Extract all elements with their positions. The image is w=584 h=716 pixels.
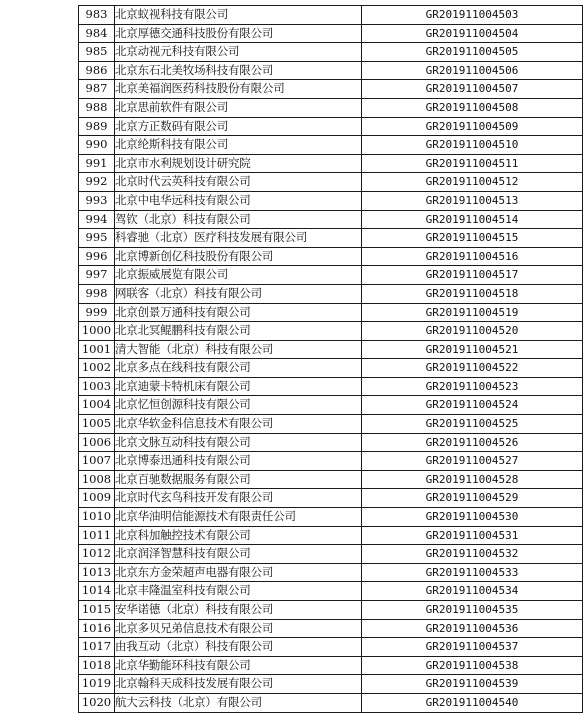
- company-name: 北京华勤能环科技有限公司: [115, 656, 362, 675]
- certificate-number: GR201911004533: [362, 563, 583, 582]
- table-row: [79, 545, 583, 564]
- table-row: [79, 117, 583, 136]
- company-name: 北京动视元科技有限公司: [115, 43, 362, 62]
- company-name: 航大云科技（北京）有限公司: [115, 693, 362, 712]
- certificate-number: GR201911004510: [362, 136, 583, 155]
- company-name: 北京丰隆温室科技有限公司: [115, 582, 362, 601]
- table-row: [79, 470, 583, 489]
- table-row: [79, 284, 583, 303]
- row-number: 1010: [79, 508, 115, 527]
- table-row: [79, 452, 583, 471]
- certificate-number: GR201911004525: [362, 415, 583, 434]
- row-number: 990: [79, 136, 115, 155]
- company-name: 北京时代云英科技有限公司: [115, 173, 362, 192]
- table-row: [79, 396, 583, 415]
- certificate-number: GR201911004515: [362, 229, 583, 248]
- table-row: [79, 136, 583, 155]
- certificate-number: GR201911004539: [362, 675, 583, 694]
- row-number: 1011: [79, 526, 115, 545]
- table-row: [79, 229, 583, 248]
- row-number: 999: [79, 303, 115, 322]
- row-number: 989: [79, 117, 115, 136]
- company-name: 北京思前软件有限公司: [115, 98, 362, 117]
- table-row: [79, 415, 583, 434]
- certificate-number: GR201911004509: [362, 117, 583, 136]
- table-row: [79, 638, 583, 657]
- row-number: 1009: [79, 489, 115, 508]
- company-register-table-wrapper: [78, 5, 583, 713]
- table-row: [79, 61, 583, 80]
- row-number: 1000: [79, 322, 115, 341]
- row-number: 995: [79, 229, 115, 248]
- row-number: 987: [79, 80, 115, 99]
- row-number: 986: [79, 61, 115, 80]
- company-register-table: [78, 5, 583, 713]
- row-number: 1005: [79, 415, 115, 434]
- row-number: 1020: [79, 693, 115, 712]
- company-name: 北京振威展览有限公司: [115, 266, 362, 285]
- company-name: 北京多点在线科技有限公司: [115, 359, 362, 378]
- certificate-number: GR201911004521: [362, 340, 583, 359]
- certificate-number: GR201911004508: [362, 98, 583, 117]
- table-body: [79, 6, 583, 713]
- row-number: 985: [79, 43, 115, 62]
- table-row: [79, 303, 583, 322]
- company-name: 北京文脉互动科技有限公司: [115, 433, 362, 452]
- row-number: 1012: [79, 545, 115, 564]
- certificate-number: GR201911004532: [362, 545, 583, 564]
- table-row: [79, 340, 583, 359]
- row-number: 1019: [79, 675, 115, 694]
- table-row: [79, 489, 583, 508]
- company-name: 北京迪蒙卡特机床有限公司: [115, 377, 362, 396]
- table-row: [79, 322, 583, 341]
- row-number: 1018: [79, 656, 115, 675]
- certificate-number: GR201911004530: [362, 508, 583, 527]
- certificate-number: GR201911004527: [362, 452, 583, 471]
- row-number: 1006: [79, 433, 115, 452]
- certificate-number: GR201911004514: [362, 210, 583, 229]
- company-name: 北京华油明信能源技术有限责任公司: [115, 508, 362, 527]
- company-name: 安华诺德（北京）科技有限公司: [115, 601, 362, 620]
- row-number: 1015: [79, 601, 115, 620]
- certificate-number: GR201911004517: [362, 266, 583, 285]
- table-row: [79, 6, 583, 25]
- certificate-number: GR201911004523: [362, 377, 583, 396]
- company-name: 由我互动（北京）科技有限公司: [115, 638, 362, 657]
- row-number: 998: [79, 284, 115, 303]
- company-name: 北京中电华远科技有限公司: [115, 191, 362, 210]
- certificate-number: GR201911004518: [362, 284, 583, 303]
- table-row: [79, 693, 583, 712]
- company-name: 北京创景万通科技有限公司: [115, 303, 362, 322]
- certificate-number: GR201911004512: [362, 173, 583, 192]
- row-number: 1008: [79, 470, 115, 489]
- row-number: 1013: [79, 563, 115, 582]
- table-row: [79, 675, 583, 694]
- row-number: 1007: [79, 452, 115, 471]
- row-number: 983: [79, 6, 115, 25]
- company-name: 北京百驰数据服务有限公司: [115, 470, 362, 489]
- row-number: 994: [79, 210, 115, 229]
- certificate-number: GR201911004507: [362, 80, 583, 99]
- certificate-number: GR201911004528: [362, 470, 583, 489]
- table-row: [79, 508, 583, 527]
- certificate-number: GR201911004524: [362, 396, 583, 415]
- company-name: 北京博泰迅通科技有限公司: [115, 452, 362, 471]
- table-row: [79, 43, 583, 62]
- certificate-number: GR201911004520: [362, 322, 583, 341]
- company-name: 北京博新创亿科技股份有限公司: [115, 247, 362, 266]
- row-number: 1004: [79, 396, 115, 415]
- row-number: 1017: [79, 638, 115, 657]
- certificate-number: GR201911004511: [362, 154, 583, 173]
- table-row: [79, 24, 583, 43]
- company-name: 北京华软金科信息技术有限公司: [115, 415, 362, 434]
- row-number: 1002: [79, 359, 115, 378]
- certificate-number: GR201911004526: [362, 433, 583, 452]
- table-row: [79, 98, 583, 117]
- table-row: [79, 582, 583, 601]
- row-number: 991: [79, 154, 115, 173]
- company-name: 北京北冥鲲鹏科技有限公司: [115, 322, 362, 341]
- table-row: [79, 80, 583, 99]
- company-name: 北京美福润医药科技股份有限公司: [115, 80, 362, 99]
- table-row: [79, 154, 583, 173]
- row-number: 996: [79, 247, 115, 266]
- row-number: 992: [79, 173, 115, 192]
- company-name: 北京翰科天成科技发展有限公司: [115, 675, 362, 694]
- company-name: 驾钦（北京）科技有限公司: [115, 210, 362, 229]
- company-name: 北京多贝兄弟信息技术有限公司: [115, 619, 362, 638]
- certificate-number: GR201911004506: [362, 61, 583, 80]
- table-row: [79, 656, 583, 675]
- table-row: [79, 359, 583, 378]
- certificate-number: GR201911004536: [362, 619, 583, 638]
- certificate-number: GR201911004537: [362, 638, 583, 657]
- company-name: 北京纶斯科技有限公司: [115, 136, 362, 155]
- row-number: 984: [79, 24, 115, 43]
- row-number: 988: [79, 98, 115, 117]
- table-row: [79, 191, 583, 210]
- company-name: 北京时代玄鸟科技开发有限公司: [115, 489, 362, 508]
- table-row: [79, 173, 583, 192]
- company-name: 北京忆恒创源科技有限公司: [115, 396, 362, 415]
- row-number: 1003: [79, 377, 115, 396]
- table-row: [79, 377, 583, 396]
- certificate-number: GR201911004504: [362, 24, 583, 43]
- company-name: 网联客（北京）科技有限公司: [115, 284, 362, 303]
- company-name: 科睿驰（北京）医疗科技发展有限公司: [115, 229, 362, 248]
- table-row: [79, 563, 583, 582]
- table-row: [79, 210, 583, 229]
- company-name: 北京科加触控技术有限公司: [115, 526, 362, 545]
- certificate-number: GR201911004519: [362, 303, 583, 322]
- row-number: 993: [79, 191, 115, 210]
- certificate-number: GR201911004529: [362, 489, 583, 508]
- certificate-number: GR201911004538: [362, 656, 583, 675]
- company-name: 北京东方金荣超声电器有限公司: [115, 563, 362, 582]
- certificate-number: GR201911004516: [362, 247, 583, 266]
- certificate-number: GR201911004522: [362, 359, 583, 378]
- company-name: 北京蚁视科技有限公司: [115, 6, 362, 25]
- certificate-number: GR201911004505: [362, 43, 583, 62]
- certificate-number: GR201911004513: [362, 191, 583, 210]
- company-name: 清大智能（北京）科技有限公司: [115, 340, 362, 359]
- company-name: 北京市水利规划设计研究院: [115, 154, 362, 173]
- table-row: [79, 433, 583, 452]
- certificate-number: GR201911004540: [362, 693, 583, 712]
- table-row: [79, 526, 583, 545]
- row-number: 1014: [79, 582, 115, 601]
- certificate-number: GR201911004534: [362, 582, 583, 601]
- row-number: 997: [79, 266, 115, 285]
- certificate-number: GR201911004535: [362, 601, 583, 620]
- company-name: 北京润泽智慧科技有限公司: [115, 545, 362, 564]
- table-row: [79, 601, 583, 620]
- table-row: [79, 266, 583, 285]
- company-name: 北京东石北美牧场科技有限公司: [115, 61, 362, 80]
- certificate-number: GR201911004531: [362, 526, 583, 545]
- row-number: 1016: [79, 619, 115, 638]
- company-name: 北京方正数码有限公司: [115, 117, 362, 136]
- table-row: [79, 619, 583, 638]
- row-number: 1001: [79, 340, 115, 359]
- table-row: [79, 247, 583, 266]
- certificate-number: GR201911004503: [362, 6, 583, 25]
- company-name: 北京厚德交通科技股份有限公司: [115, 24, 362, 43]
